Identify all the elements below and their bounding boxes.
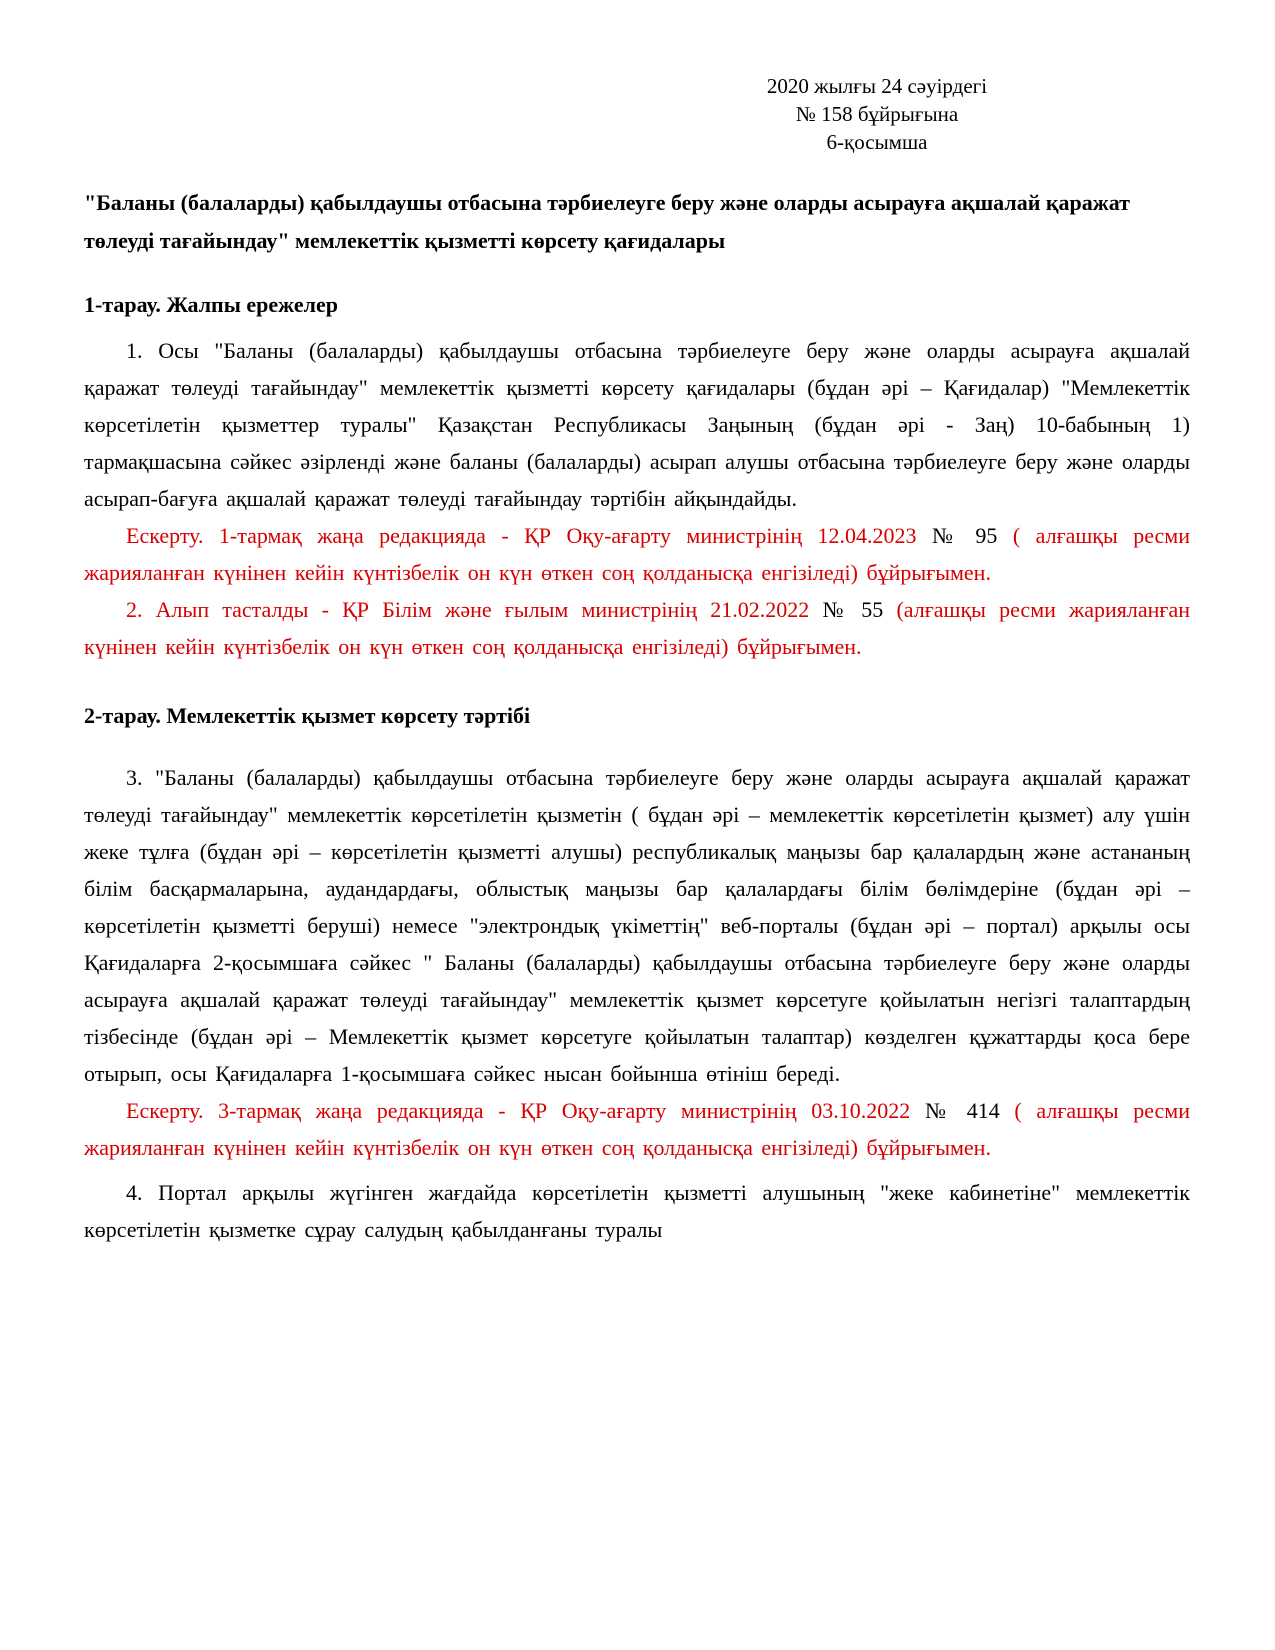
order-number: № 95 (932, 523, 998, 548)
approval-appendix-line: 6-қосымша (826, 130, 928, 154)
amendment-note-text: Ескерту. 1-тармақ жаңа редакцияда - ҚР Оқу-ағарту министрінің 12.04.2023 (126, 523, 932, 548)
clause-3-amendment-note (84, 1092, 1190, 1166)
clause-2-removed-note (84, 591, 1190, 665)
amendment-note-text: (алғашқы ресми жарияланған күнінен кейін күнтізбелік он күн өткен соң қолданысқа енгізіледі) бұйрығымен. (84, 597, 1190, 659)
amendment-note-text: Ескерту. 3-тармақ жаңа редакцияда - ҚР Оқу-ағарту министрінің 03.10.2022 (126, 1098, 925, 1123)
clause-1-amendment-note (84, 517, 1190, 591)
approval-reference-block (642, 72, 1112, 156)
clause-3-paragraph: 3. "Баланы (балаларды) қабылдаушы отбасына тәрбиелеуге беру және оларды асырауға ақшалай қаражат төлеуді тағайындау" мемлекеттік көрсетілетін қызметін ( бұдан әрі – мемлекеттік көрсетілетін қызмет) алу үшін жеке тұлға (бұдан әрі – көрсетілетін қызметті алушы) республикалық маңызы бар қалалардың және астананың білім басқармаларына, аудандардағы, облыстық маңызы бар қалалардағы білім бөлімдеріне (бұдан әрі – көрсетілетін қызметті беруші) немесе "электрондық үкіметтің" веб-порталы (бұдан әрі – портал) арқылы осы Қағидаларға 2-қосымшаға сәйкес " Баланы (балаларды) қабылдаушы отбасына тәрбиелеуге беру және оларды асырауға ақшалай қаражат төлеуді тағайындау" мемлекеттік қызмет көрсетуге қойылатын негізгі талаптардың тізбесінде (бұдан әрі – Мемлекеттік қызмет көрсетуге қойылатын талаптар) көзделген құжаттарды қоса бере отырып, осы Қағидаларға 1-қосымшаға сәйкес нысан бойынша өтініш береді. (84, 765, 1190, 1086)
clause-1-paragraph: 1. Осы "Баланы (балаларды) қабылдаушы отбасына тәрбиелеуге беру және оларды асырауға ақшалай қаражат төлеуді тағайындау" мемлекеттік қызметті көрсету қағидалары (бұдан әрі – Қағидалар) "Мемлекеттік көрсетілетін қызметтер туралы" Қазақстан Республикасы Заңының (бұдан әрі - Заң) 10-бабының 1) тармақшасына сәйкес әзірленді және баланы (балаларды) асырап алушы отбасына тәрбиелеуге беру және оларды асырап-бағуға ақшалай қаражат төлеуді тағайындау тәртібін айқындайды. (84, 338, 1190, 511)
amendment-note-text: 2. Алып тасталды - ҚР Білім және ғылым министрінің 21.02.2022 (126, 597, 823, 622)
chapter-2-heading: 2-тарау. Мемлекеттік қызмет көрсету тәртібі (84, 703, 531, 728)
chapter-1-heading: 1-тарау. Жалпы ережелер (84, 292, 338, 317)
order-number: № 414 (924, 1098, 1000, 1123)
clause-4-paragraph: 4. Портал арқылы жүгінген жағдайда көрсетілетін қызметті алушының "жеке кабинетіне" мемлекеттік көрсетілетін қызметке сұрау салудың қабылданғаны туралы (84, 1180, 1190, 1242)
amendment-note-text: ( алғашқы ресми жарияланған күнінен кейін күнтізбелік он күн өткен соң қолданысқа енгізіледі) бұйрығымен. (84, 1098, 1190, 1160)
document-title: "Баланы (балаларды) қабылдаушы отбасына тәрбиелеуге беру және оларды асырауға ақшалай қаражат төлеуді тағайындау" мемлекеттік қызметті көрсету қағидалары (84, 190, 1130, 253)
amendment-note-text: ( алғашқы ресми жарияланған күнінен кейін күнтізбелік он күн өткен соң қолданысқа енгізіледі) бұйрығымен. (84, 523, 1190, 585)
approval-date-line: 2020 жылғы 24 сәуірдегі (766, 74, 988, 98)
approval-order-line: № 158 бұйрығына (795, 102, 959, 126)
order-number: № 55 (822, 597, 884, 622)
